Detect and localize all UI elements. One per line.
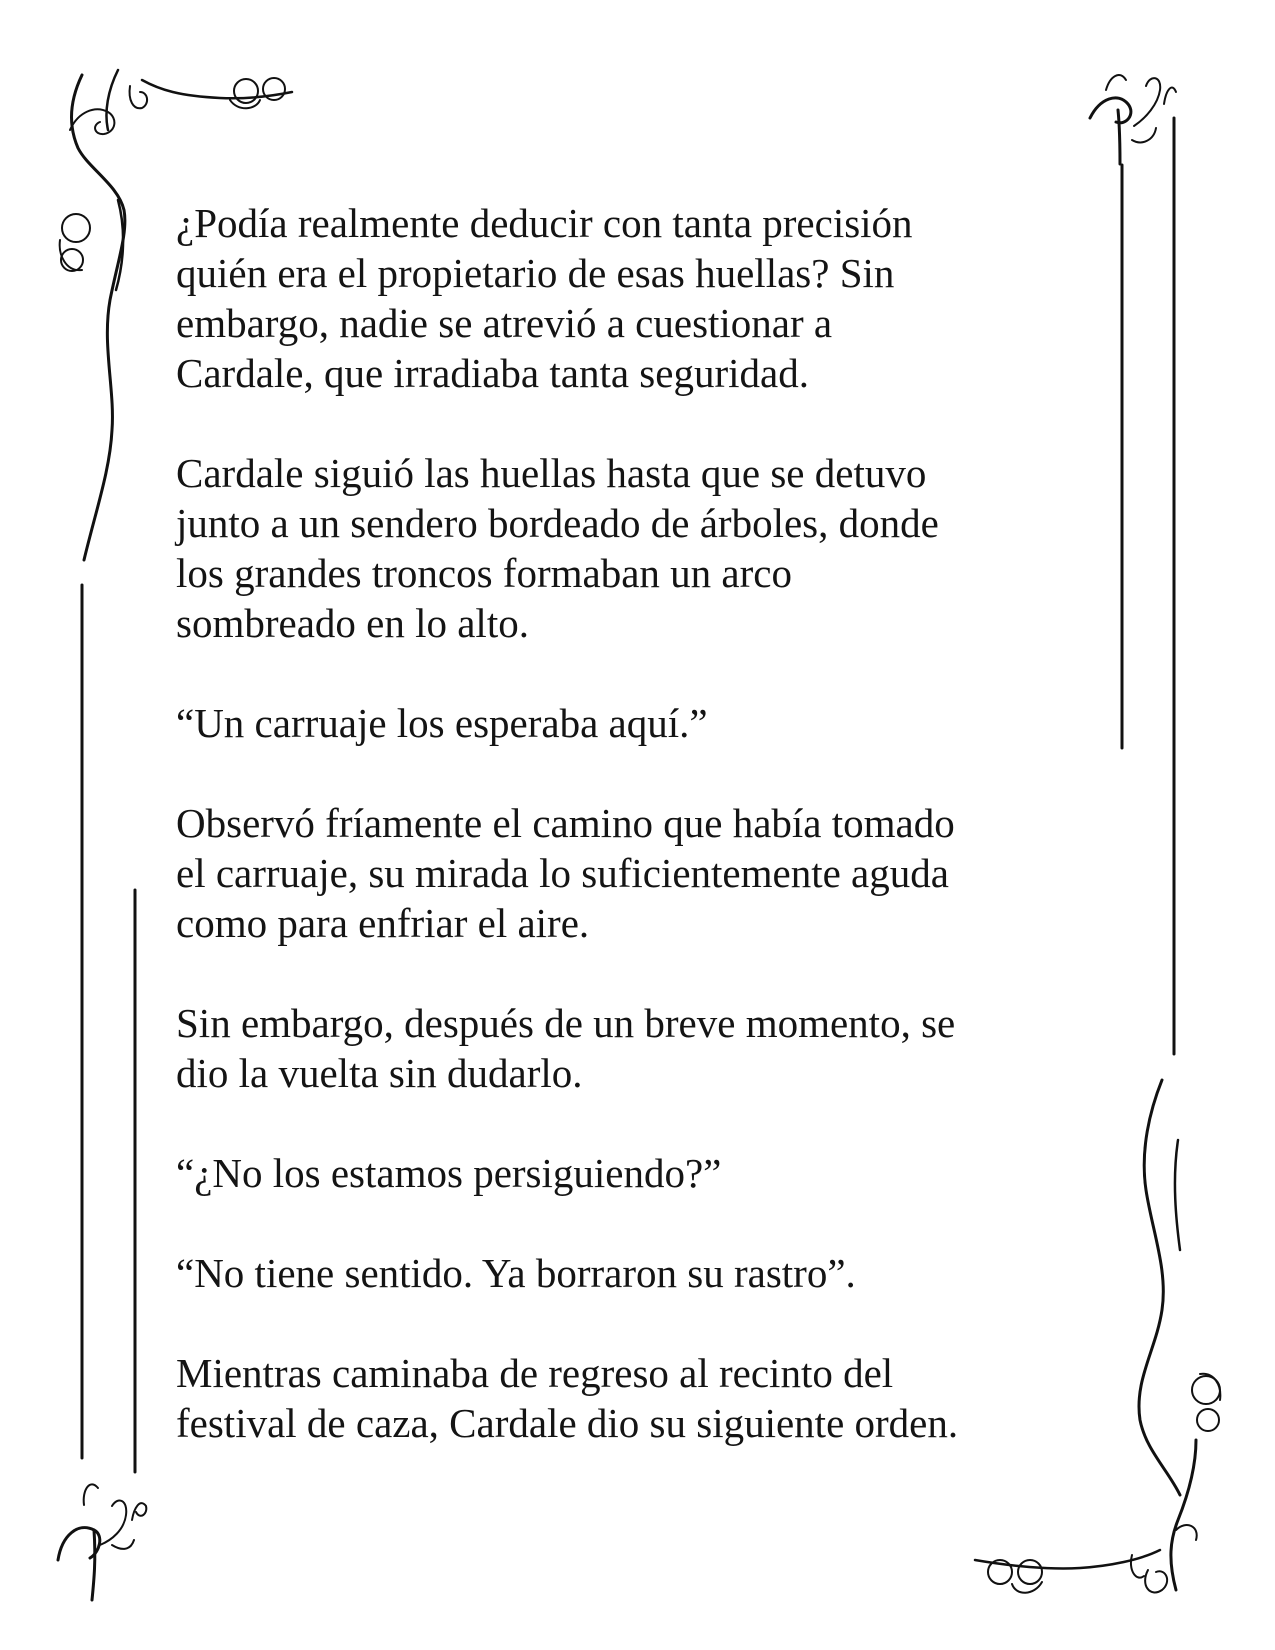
frame-lines-left	[82, 585, 135, 1472]
paragraph: Mientras caminaba de regreso al recinto del festival de caza, Cardale dio su siguiente orden.	[176, 1350, 959, 1446]
story-text	[176, 198, 1106, 1498]
corner-flourish-bottom-left	[58, 1484, 146, 1600]
paragraph: Sin embargo, después de un breve momento, se dio la vuelta sin dudarlo.	[176, 1000, 956, 1096]
paragraph: Cardale siguió las huellas hasta que se detuvo junto a un sendero bordeado de árboles, donde los grandes troncos formaban un arco sombreado en lo alto.	[176, 450, 939, 646]
dialogue-line: “No tiene sentido. Ya borraron su rastro”.	[176, 1250, 856, 1296]
paragraph: Observó fríamente el camino que había tomado el carruaje, su mirada lo suficientemente aguda como para enfriar el aire.	[176, 800, 955, 946]
dialogue-line: “¿No los estamos persiguiendo?”	[176, 1150, 722, 1196]
corner-flourish-top-right	[1090, 75, 1176, 164]
dialogue-line: “Un carruaje los esperaba aquí.”	[176, 700, 708, 746]
frame-lines-right	[1122, 118, 1174, 1054]
paragraph: ¿Podía realmente deducir con tanta precisión quién era el propietario de esas huellas? Sin embargo, nadie se atrevió a cuestionar a Cardale, que irradiaba tanta seguridad.	[176, 200, 913, 396]
